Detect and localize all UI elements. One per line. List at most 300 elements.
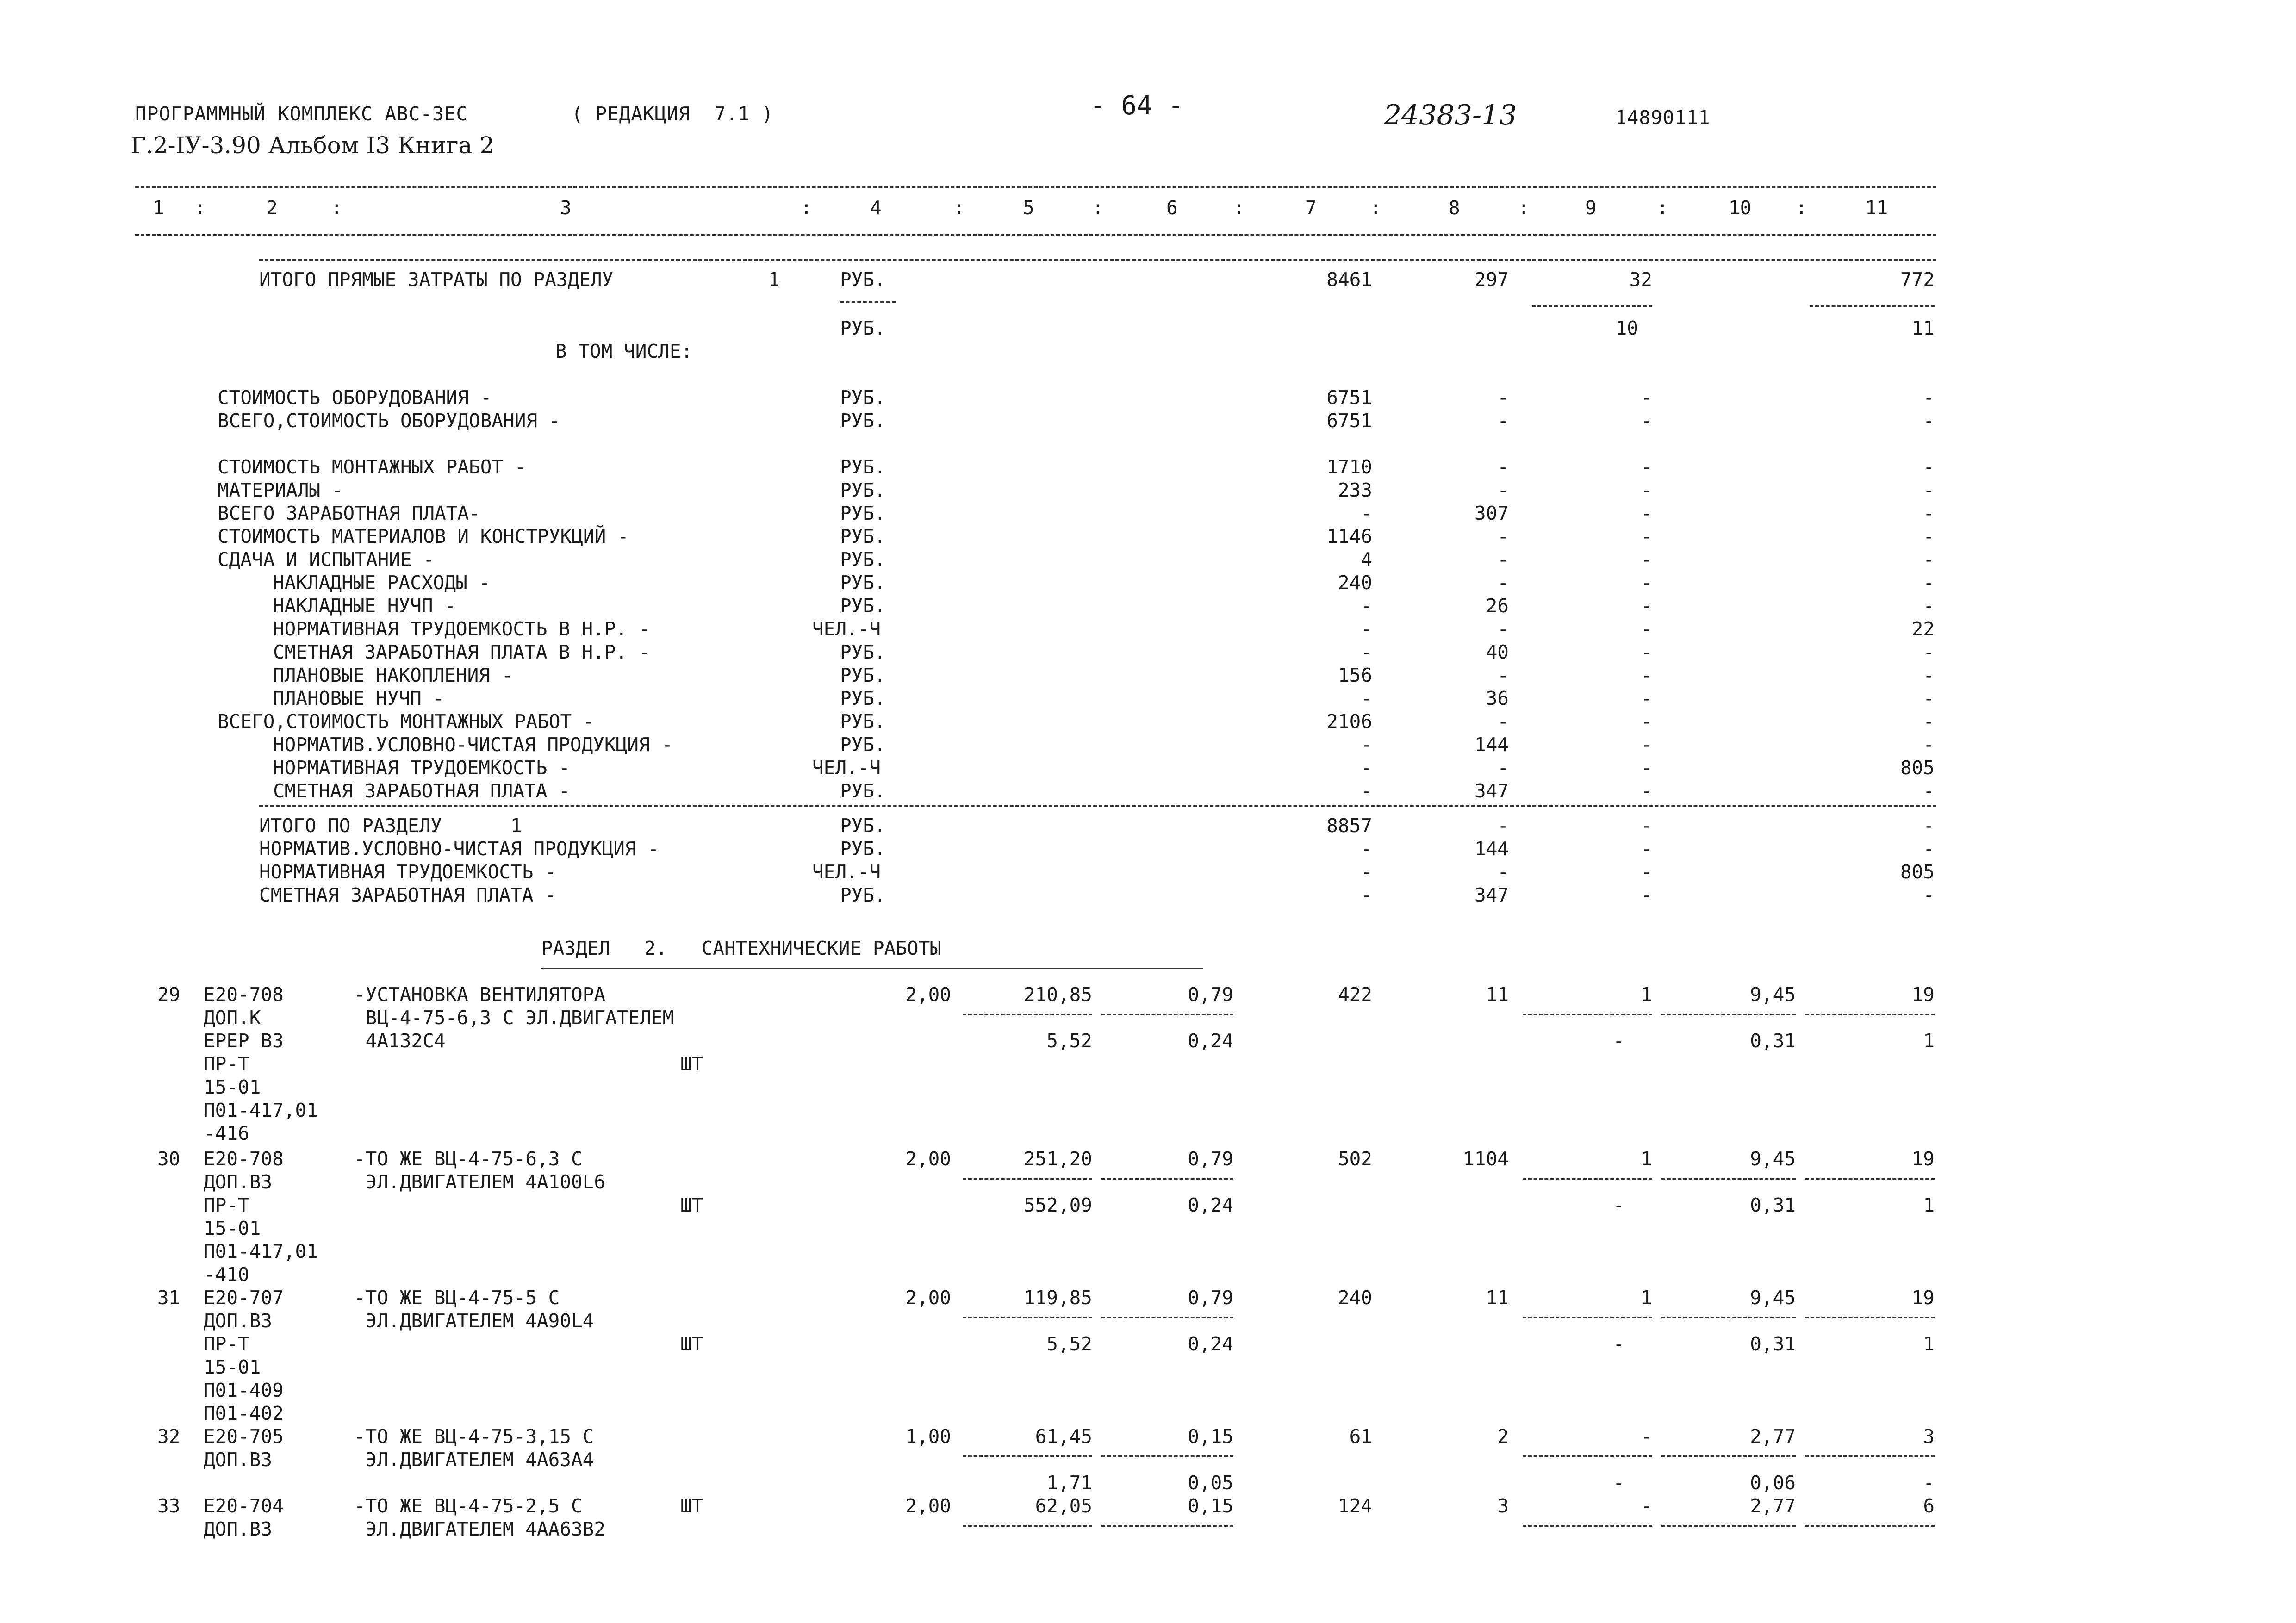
item-code: Е20-708 xyxy=(204,983,284,1006)
item-number: 30 xyxy=(157,1148,180,1170)
item-c6: 0,79 xyxy=(1188,1287,1233,1309)
summary-c9: - xyxy=(1641,734,1652,756)
item-c8: 2 xyxy=(1497,1425,1509,1448)
summary-unit: ЧЕЛ.-Ч xyxy=(812,757,881,779)
document-number: 24383-13 xyxy=(1384,99,1517,131)
column-separator: : xyxy=(953,197,965,219)
summary-c11: - xyxy=(1923,595,1935,617)
summary-c7: 1146 xyxy=(1326,525,1372,547)
header-bottom-rule-2 xyxy=(259,259,1936,261)
summary-c8: - xyxy=(1497,456,1509,478)
summary-c11: - xyxy=(1923,525,1935,547)
album-title: Г.2-IУ-3.90 Альбом I3 Книга 2 xyxy=(131,132,495,159)
item-c6: 0,15 xyxy=(1188,1425,1233,1448)
item-description: -ТО ЖЕ ВЦ-4-75-5 С xyxy=(354,1287,560,1309)
summary-c9: - xyxy=(1641,780,1652,802)
section-total-c9: - xyxy=(1641,884,1652,906)
summary-c11: - xyxy=(1923,734,1935,756)
item-code: П01-409 xyxy=(204,1379,284,1401)
item-c6: 0,79 xyxy=(1188,1148,1233,1170)
document-code: 14890111 xyxy=(1615,106,1711,129)
column-number-2: 2 xyxy=(266,197,278,219)
summary-unit: РУБ. xyxy=(840,525,886,547)
column-number-7: 7 xyxy=(1305,197,1317,219)
total-c11b: 11 xyxy=(1911,317,1935,339)
item-c11: 6 xyxy=(1923,1495,1935,1517)
item-c5: 61,45 xyxy=(1035,1425,1092,1448)
item-c5-underline xyxy=(963,1014,1092,1015)
summary-c11: - xyxy=(1923,548,1935,571)
item-code: ПР-Т xyxy=(204,1053,249,1075)
column-number-4: 4 xyxy=(870,197,882,219)
item-c7: 61 xyxy=(1349,1425,1372,1448)
item-c10b: 0,31 xyxy=(1750,1194,1796,1216)
item-c9b: - xyxy=(1613,1333,1624,1355)
section-total-c7: - xyxy=(1361,861,1372,883)
item-c11: 19 xyxy=(1911,1148,1935,1170)
item-c11b: 1 xyxy=(1923,1030,1935,1052)
item-c7: 502 xyxy=(1338,1148,1372,1170)
item-c5: 62,05 xyxy=(1035,1495,1092,1517)
item-c8: 11 xyxy=(1486,983,1509,1006)
summary-c7: - xyxy=(1361,618,1372,640)
summary-label: НАКЛАДНЫЕ РАСХОДЫ - xyxy=(273,572,490,594)
section-total-c7: - xyxy=(1361,884,1372,906)
summary-label: СДАЧА И ИСПЫТАНИЕ - xyxy=(218,548,435,571)
section-total-c8: - xyxy=(1497,815,1509,837)
item-c10-underline xyxy=(1661,1014,1796,1015)
item-c11: 19 xyxy=(1911,1287,1935,1309)
summary-c11: 805 xyxy=(1900,757,1935,779)
summary-label: СТОИМОСТЬ МАТЕРИАЛОВ И КОНСТРУКЦИЙ - xyxy=(218,525,629,547)
item-c4: 2,00 xyxy=(905,983,951,1006)
item-c6-underline xyxy=(1101,1317,1233,1318)
item-c9b: - xyxy=(1613,1030,1624,1052)
column-number-9: 9 xyxy=(1585,197,1597,219)
section-total-label: НОРМАТИВНАЯ ТРУДОЕМКОСТЬ - xyxy=(259,861,556,883)
summary-label: НОРМАТИВНАЯ ТРУДОЕМКОСТЬ В Н.Р. - xyxy=(273,618,650,640)
summary-unit: РУБ. xyxy=(840,502,886,524)
item-c6-underline xyxy=(1101,1525,1233,1527)
item-c11b: 1 xyxy=(1923,1194,1935,1216)
summary-c7: - xyxy=(1361,502,1372,524)
section-total-c8: 144 xyxy=(1474,838,1509,860)
summary-unit: РУБ. xyxy=(840,572,886,594)
item-c7: 124 xyxy=(1338,1495,1372,1517)
total-c7: 8461 xyxy=(1326,268,1372,291)
summary-c7: - xyxy=(1361,641,1372,663)
summary-c11: - xyxy=(1923,479,1935,501)
column-number-10: 10 xyxy=(1729,197,1752,219)
item-code: ДОП.В3 xyxy=(204,1449,273,1471)
item-c10b: 0,31 xyxy=(1750,1030,1796,1052)
summary-c8: 26 xyxy=(1486,595,1509,617)
column-separator: : xyxy=(1518,197,1530,219)
item-unit: ШТ xyxy=(680,1194,703,1216)
item-c5-underline xyxy=(963,1317,1092,1318)
item-description: 4А132С4 xyxy=(354,1030,446,1052)
item-c10-underline xyxy=(1661,1317,1796,1318)
item-c5-underline xyxy=(963,1525,1092,1527)
column-separator: : xyxy=(1657,197,1668,219)
item-c11b: - xyxy=(1923,1472,1935,1494)
section-total-c8: - xyxy=(1497,861,1509,883)
summary-c9: - xyxy=(1641,525,1652,547)
summary-label: СТОИМОСТЬ МОНТАЖНЫХ РАБОТ - xyxy=(218,456,526,478)
item-c11: 19 xyxy=(1911,983,1935,1006)
summary-unit: РУБ. xyxy=(840,664,886,686)
item-c9: 1 xyxy=(1641,1148,1652,1170)
summary-c7: 6751 xyxy=(1326,386,1372,409)
summary-unit: РУБ. xyxy=(840,410,886,432)
section-total-label: СМЕТНАЯ ЗАРАБОТНАЯ ПЛАТА - xyxy=(259,884,556,906)
item-number: 29 xyxy=(157,983,180,1006)
summary-c7: - xyxy=(1361,687,1372,709)
summary-c8: - xyxy=(1497,525,1509,547)
item-c4: 2,00 xyxy=(905,1148,951,1170)
total-c11: 772 xyxy=(1900,268,1935,291)
item-c6b: 0,24 xyxy=(1188,1333,1233,1355)
summary-c11: - xyxy=(1923,386,1935,409)
page-number: - 64 - xyxy=(1090,91,1184,121)
summary-unit: РУБ. xyxy=(840,780,886,802)
item-c5-underline xyxy=(963,1178,1092,1180)
summary-bottom-rule xyxy=(259,805,1936,807)
summary-unit: РУБ. xyxy=(840,641,886,663)
item-description: ВЦ-4-75-6,3 С ЭЛ.ДВИГАТЕЛЕМ xyxy=(354,1007,674,1029)
item-c11-underline xyxy=(1805,1178,1935,1180)
item-description: -УСТАНОВКА ВЕНТИЛЯТОРА xyxy=(354,983,606,1006)
section-total-c8: 347 xyxy=(1474,884,1509,906)
summary-c9: - xyxy=(1641,618,1652,640)
summary-c8: - xyxy=(1497,386,1509,409)
summary-label: ПЛАНОВЫЕ НАКОПЛЕНИЯ - xyxy=(273,664,513,686)
total-direct-costs-section: 1 xyxy=(768,268,780,291)
item-c5-underline xyxy=(963,1455,1092,1457)
summary-c9: - xyxy=(1641,502,1652,524)
item-c9-underline xyxy=(1523,1525,1652,1527)
item-c10: 2,77 xyxy=(1750,1425,1796,1448)
item-code: П01-417,01 xyxy=(204,1240,318,1262)
column-separator: : xyxy=(331,197,342,219)
item-c9-underline xyxy=(1523,1178,1652,1180)
summary-c7: 2106 xyxy=(1326,710,1372,733)
item-c11b: 1 xyxy=(1923,1333,1935,1355)
item-c6-underline xyxy=(1101,1455,1233,1457)
summary-unit: РУБ. xyxy=(840,687,886,709)
section-total-c9: - xyxy=(1641,861,1652,883)
summary-c11: - xyxy=(1923,780,1935,802)
summary-c11: - xyxy=(1923,641,1935,663)
summary-c11: - xyxy=(1923,664,1935,686)
item-number: 31 xyxy=(157,1287,180,1309)
total-unit-underline xyxy=(840,301,896,303)
section-total-c7: - xyxy=(1361,838,1372,860)
summary-c9: - xyxy=(1641,687,1652,709)
column-number-11: 11 xyxy=(1865,197,1888,219)
summary-c9: - xyxy=(1641,595,1652,617)
section-total-unit: РУБ. xyxy=(840,838,886,860)
summary-c7: 233 xyxy=(1338,479,1372,501)
column-number-3: 3 xyxy=(560,197,572,219)
section-total-c9: - xyxy=(1641,815,1652,837)
summary-c7: - xyxy=(1361,757,1372,779)
item-c6b: 0,05 xyxy=(1188,1472,1233,1494)
item-number: 33 xyxy=(157,1495,180,1517)
item-c7: 240 xyxy=(1338,1287,1372,1309)
column-separator: : xyxy=(1796,197,1807,219)
column-separator: : xyxy=(1370,197,1381,219)
item-c11-underline xyxy=(1805,1317,1935,1318)
section-total-c9: - xyxy=(1641,838,1652,860)
item-c10-underline xyxy=(1661,1455,1796,1457)
item-c5: 251,20 xyxy=(1023,1148,1092,1170)
item-code: П01-402 xyxy=(204,1402,284,1424)
item-c10: 9,45 xyxy=(1750,1287,1796,1309)
section-2-title: РАЗДЕЛ 2. САНТЕХНИЧЕСКИЕ РАБОТЫ xyxy=(541,937,941,959)
item-unit: ШТ xyxy=(680,1053,703,1075)
summary-c8: - xyxy=(1497,410,1509,432)
summary-unit: РУБ. xyxy=(840,710,886,733)
summary-c11: 22 xyxy=(1911,618,1935,640)
item-c10: 9,45 xyxy=(1750,983,1796,1006)
item-c6b: 0,24 xyxy=(1188,1030,1233,1052)
column-separator: : xyxy=(194,197,206,219)
item-code: Е20-708 xyxy=(204,1148,284,1170)
summary-c9: - xyxy=(1641,710,1652,733)
item-c10b: 0,31 xyxy=(1750,1333,1796,1355)
section-total-c7: 8857 xyxy=(1326,815,1372,837)
item-description: ЭЛ.ДВИГАТЕЛЕМ 4А100L6 xyxy=(354,1171,606,1193)
item-code: ПР-Т xyxy=(204,1194,249,1216)
column-separator: : xyxy=(801,197,812,219)
item-c11-underline xyxy=(1805,1455,1935,1457)
item-c9-underline xyxy=(1523,1455,1652,1457)
summary-c7: - xyxy=(1361,595,1372,617)
item-code: ЕРЕР В3 xyxy=(204,1030,284,1052)
header-bottom-rule xyxy=(135,234,1936,236)
summary-c8: 36 xyxy=(1486,687,1509,709)
total-c9-underline xyxy=(1532,305,1652,307)
item-code: Е20-704 xyxy=(204,1495,284,1517)
section-total-label: НОРМАТИВ.УСЛОВНО-ЧИСТАЯ ПРОДУКЦИЯ - xyxy=(259,838,659,860)
item-c6b: 0,24 xyxy=(1188,1194,1233,1216)
summary-c8: - xyxy=(1497,710,1509,733)
including-label: В ТОМ ЧИСЛЕ: xyxy=(555,340,693,362)
summary-c11: - xyxy=(1923,410,1935,432)
item-c4: 2,00 xyxy=(905,1287,951,1309)
item-code: ПР-Т xyxy=(204,1333,249,1355)
summary-c11: - xyxy=(1923,572,1935,594)
program-name: ПРОГРАММНЫЙ КОМПЛЕКС АВС-3ЕС xyxy=(135,103,468,125)
item-c4: 1,00 xyxy=(905,1425,951,1448)
summary-c9: - xyxy=(1641,410,1652,432)
section-total-c11: 805 xyxy=(1900,861,1935,883)
item-code: П01-417,01 xyxy=(204,1099,318,1121)
item-unit: ШТ xyxy=(680,1495,703,1517)
summary-c8: 307 xyxy=(1474,502,1509,524)
summary-unit: РУБ. xyxy=(840,386,886,409)
item-c9: - xyxy=(1641,1495,1652,1517)
item-description: ЭЛ.ДВИГАТЕЛЕМ 4А63А4 xyxy=(354,1449,594,1471)
item-c9: - xyxy=(1641,1425,1652,1448)
item-code: ДОП.В3 xyxy=(204,1171,273,1193)
section-2-underline xyxy=(541,968,1203,975)
item-unit: ШТ xyxy=(680,1333,703,1355)
summary-label: СМЕТНАЯ ЗАРАБОТНАЯ ПЛАТА - xyxy=(273,780,570,802)
summary-c7: 240 xyxy=(1338,572,1372,594)
summary-c11: - xyxy=(1923,456,1935,478)
summary-c7: 1710 xyxy=(1326,456,1372,478)
summary-c8: - xyxy=(1497,757,1509,779)
item-c5: 119,85 xyxy=(1023,1287,1092,1309)
total-c11-underline xyxy=(1810,305,1935,307)
item-c9: 1 xyxy=(1641,983,1652,1006)
total-direct-costs-label: ИТОГО ПРЯМЫЕ ЗАТРАТЫ ПО РАЗДЕЛУ xyxy=(259,268,614,291)
total-c8: 297 xyxy=(1474,268,1509,291)
item-code: Е20-705 xyxy=(204,1425,284,1448)
item-number: 32 xyxy=(157,1425,180,1448)
summary-unit: ЧЕЛ.-Ч xyxy=(812,618,881,640)
summary-label: ВСЕГО,СТОИМОСТЬ МОНТАЖНЫХ РАБОТ - xyxy=(218,710,595,733)
summary-label: НОРМАТИВНАЯ ТРУДОЕМКОСТЬ - xyxy=(273,757,570,779)
item-c11: 3 xyxy=(1923,1425,1935,1448)
column-separator: : xyxy=(1233,197,1245,219)
item-c5b: 5,52 xyxy=(1046,1030,1092,1052)
item-c9: 1 xyxy=(1641,1287,1652,1309)
item-code: 15-01 xyxy=(204,1217,261,1239)
summary-c8: 40 xyxy=(1486,641,1509,663)
item-code: ДОП.В3 xyxy=(204,1310,273,1332)
column-separator: : xyxy=(1092,197,1104,219)
item-c10-underline xyxy=(1661,1178,1796,1180)
summary-label: ВСЕГО,СТОИМОСТЬ ОБОРУДОВАНИЯ - xyxy=(218,410,560,432)
item-c5b: 1,71 xyxy=(1046,1472,1092,1494)
item-description: -ТО ЖЕ ВЦ-4-75-2,5 С xyxy=(354,1495,583,1517)
item-c9-underline xyxy=(1523,1317,1652,1318)
summary-label: МАТЕРИАЛЫ - xyxy=(218,479,343,501)
summary-c9: - xyxy=(1641,572,1652,594)
item-description: ЭЛ.ДВИГАТЕЛЕМ 4А90L4 xyxy=(354,1310,594,1332)
summary-c9: - xyxy=(1641,757,1652,779)
item-c9b: - xyxy=(1613,1194,1624,1216)
summary-c7: 6751 xyxy=(1326,410,1372,432)
summary-c7: - xyxy=(1361,734,1372,756)
summary-c7: 4 xyxy=(1361,548,1372,571)
section-total-label: ИТОГО ПО РАЗДЕЛУ 1 xyxy=(259,815,522,837)
summary-c9: - xyxy=(1641,548,1652,571)
section-total-c11: - xyxy=(1923,884,1935,906)
item-c6-underline xyxy=(1101,1014,1233,1015)
summary-c8: - xyxy=(1497,479,1509,501)
summary-c9: - xyxy=(1641,664,1652,686)
item-c10: 2,77 xyxy=(1750,1495,1796,1517)
item-c6: 0,79 xyxy=(1188,983,1233,1006)
total-c9b: 10 xyxy=(1615,317,1638,339)
summary-c9: - xyxy=(1641,641,1652,663)
summary-c8: - xyxy=(1497,664,1509,686)
column-number-8: 8 xyxy=(1449,197,1460,219)
summary-c7: - xyxy=(1361,780,1372,802)
summary-label: ПЛАНОВЫЕ НУЧП - xyxy=(273,687,445,709)
edition-label: ( РЕДАКЦИЯ 7.1 ) xyxy=(572,103,774,125)
item-c6: 0,15 xyxy=(1188,1495,1233,1517)
total-c9: 32 xyxy=(1629,268,1652,291)
summary-c11: - xyxy=(1923,502,1935,524)
header-top-rule xyxy=(135,186,1936,188)
item-c10-underline xyxy=(1661,1525,1796,1527)
summary-c11: - xyxy=(1923,710,1935,733)
item-c5: 210,85 xyxy=(1023,983,1092,1006)
summary-label: ВСЕГО ЗАРАБОТНАЯ ПЛАТА- xyxy=(218,502,480,524)
summary-c7: 156 xyxy=(1338,664,1372,686)
item-c8: 1104 xyxy=(1463,1148,1509,1170)
item-description: -ТО ЖЕ ВЦ-4-75-6,3 С xyxy=(354,1148,583,1170)
summary-c11: - xyxy=(1923,687,1935,709)
column-number-1: 1 xyxy=(153,197,164,219)
item-c10b: 0,06 xyxy=(1750,1472,1796,1494)
item-c4: 2,00 xyxy=(905,1495,951,1517)
summary-c9: - xyxy=(1641,456,1652,478)
item-description: ЭЛ.ДВИГАТЕЛЕМ 4АА63В2 xyxy=(354,1518,606,1540)
summary-unit: РУБ. xyxy=(840,734,886,756)
item-c11-underline xyxy=(1805,1525,1935,1527)
summary-unit: РУБ. xyxy=(840,548,886,571)
summary-c8: 144 xyxy=(1474,734,1509,756)
summary-c9: - xyxy=(1641,386,1652,409)
item-code: ДОП.К xyxy=(204,1007,261,1029)
item-c6-underline xyxy=(1101,1178,1233,1180)
item-c5b: 552,09 xyxy=(1023,1194,1092,1216)
item-c7: 422 xyxy=(1338,983,1372,1006)
section-total-unit: ЧЕЛ.-Ч xyxy=(812,861,881,883)
item-description: -ТО ЖЕ ВЦ-4-75-3,15 С xyxy=(354,1425,594,1448)
summary-label: НАКЛАДНЫЕ НУЧП - xyxy=(273,595,456,617)
item-c8: 3 xyxy=(1497,1495,1509,1517)
summary-label: НОРМАТИВ.УСЛОВНО-ЧИСТАЯ ПРОДУКЦИЯ - xyxy=(273,734,673,756)
summary-c8: - xyxy=(1497,548,1509,571)
item-c9b: - xyxy=(1613,1472,1624,1494)
column-number-5: 5 xyxy=(1023,197,1034,219)
item-c11-underline xyxy=(1805,1014,1935,1015)
total-unit-2: РУБ. xyxy=(840,317,886,339)
item-c5b: 5,52 xyxy=(1046,1333,1092,1355)
item-code: Е20-707 xyxy=(204,1287,284,1309)
summary-label: СТОИМОСТЬ ОБОРУДОВАНИЯ - xyxy=(218,386,492,409)
item-c9-underline xyxy=(1523,1014,1652,1015)
item-code: -410 xyxy=(204,1263,249,1286)
summary-label: СМЕТНАЯ ЗАРАБОТНАЯ ПЛАТА В Н.Р. - xyxy=(273,641,650,663)
item-code: ДОП.В3 xyxy=(204,1518,273,1540)
section-total-c11: - xyxy=(1923,838,1935,860)
item-c8: 11 xyxy=(1486,1287,1509,1309)
column-number-6: 6 xyxy=(1166,197,1178,219)
summary-unit: РУБ. xyxy=(840,595,886,617)
total-unit: РУБ. xyxy=(840,268,886,291)
item-code: 15-01 xyxy=(204,1356,261,1378)
item-code: 15-01 xyxy=(204,1076,261,1098)
section-total-unit: РУБ. xyxy=(840,815,886,837)
item-c10: 9,45 xyxy=(1750,1148,1796,1170)
section-total-c11: - xyxy=(1923,815,1935,837)
summary-unit: РУБ. xyxy=(840,456,886,478)
section-total-unit: РУБ. xyxy=(840,884,886,906)
summary-c9: - xyxy=(1641,479,1652,501)
summary-c8: - xyxy=(1497,618,1509,640)
item-code: -416 xyxy=(204,1122,249,1144)
summary-c8: - xyxy=(1497,572,1509,594)
summary-unit: РУБ. xyxy=(840,479,886,501)
